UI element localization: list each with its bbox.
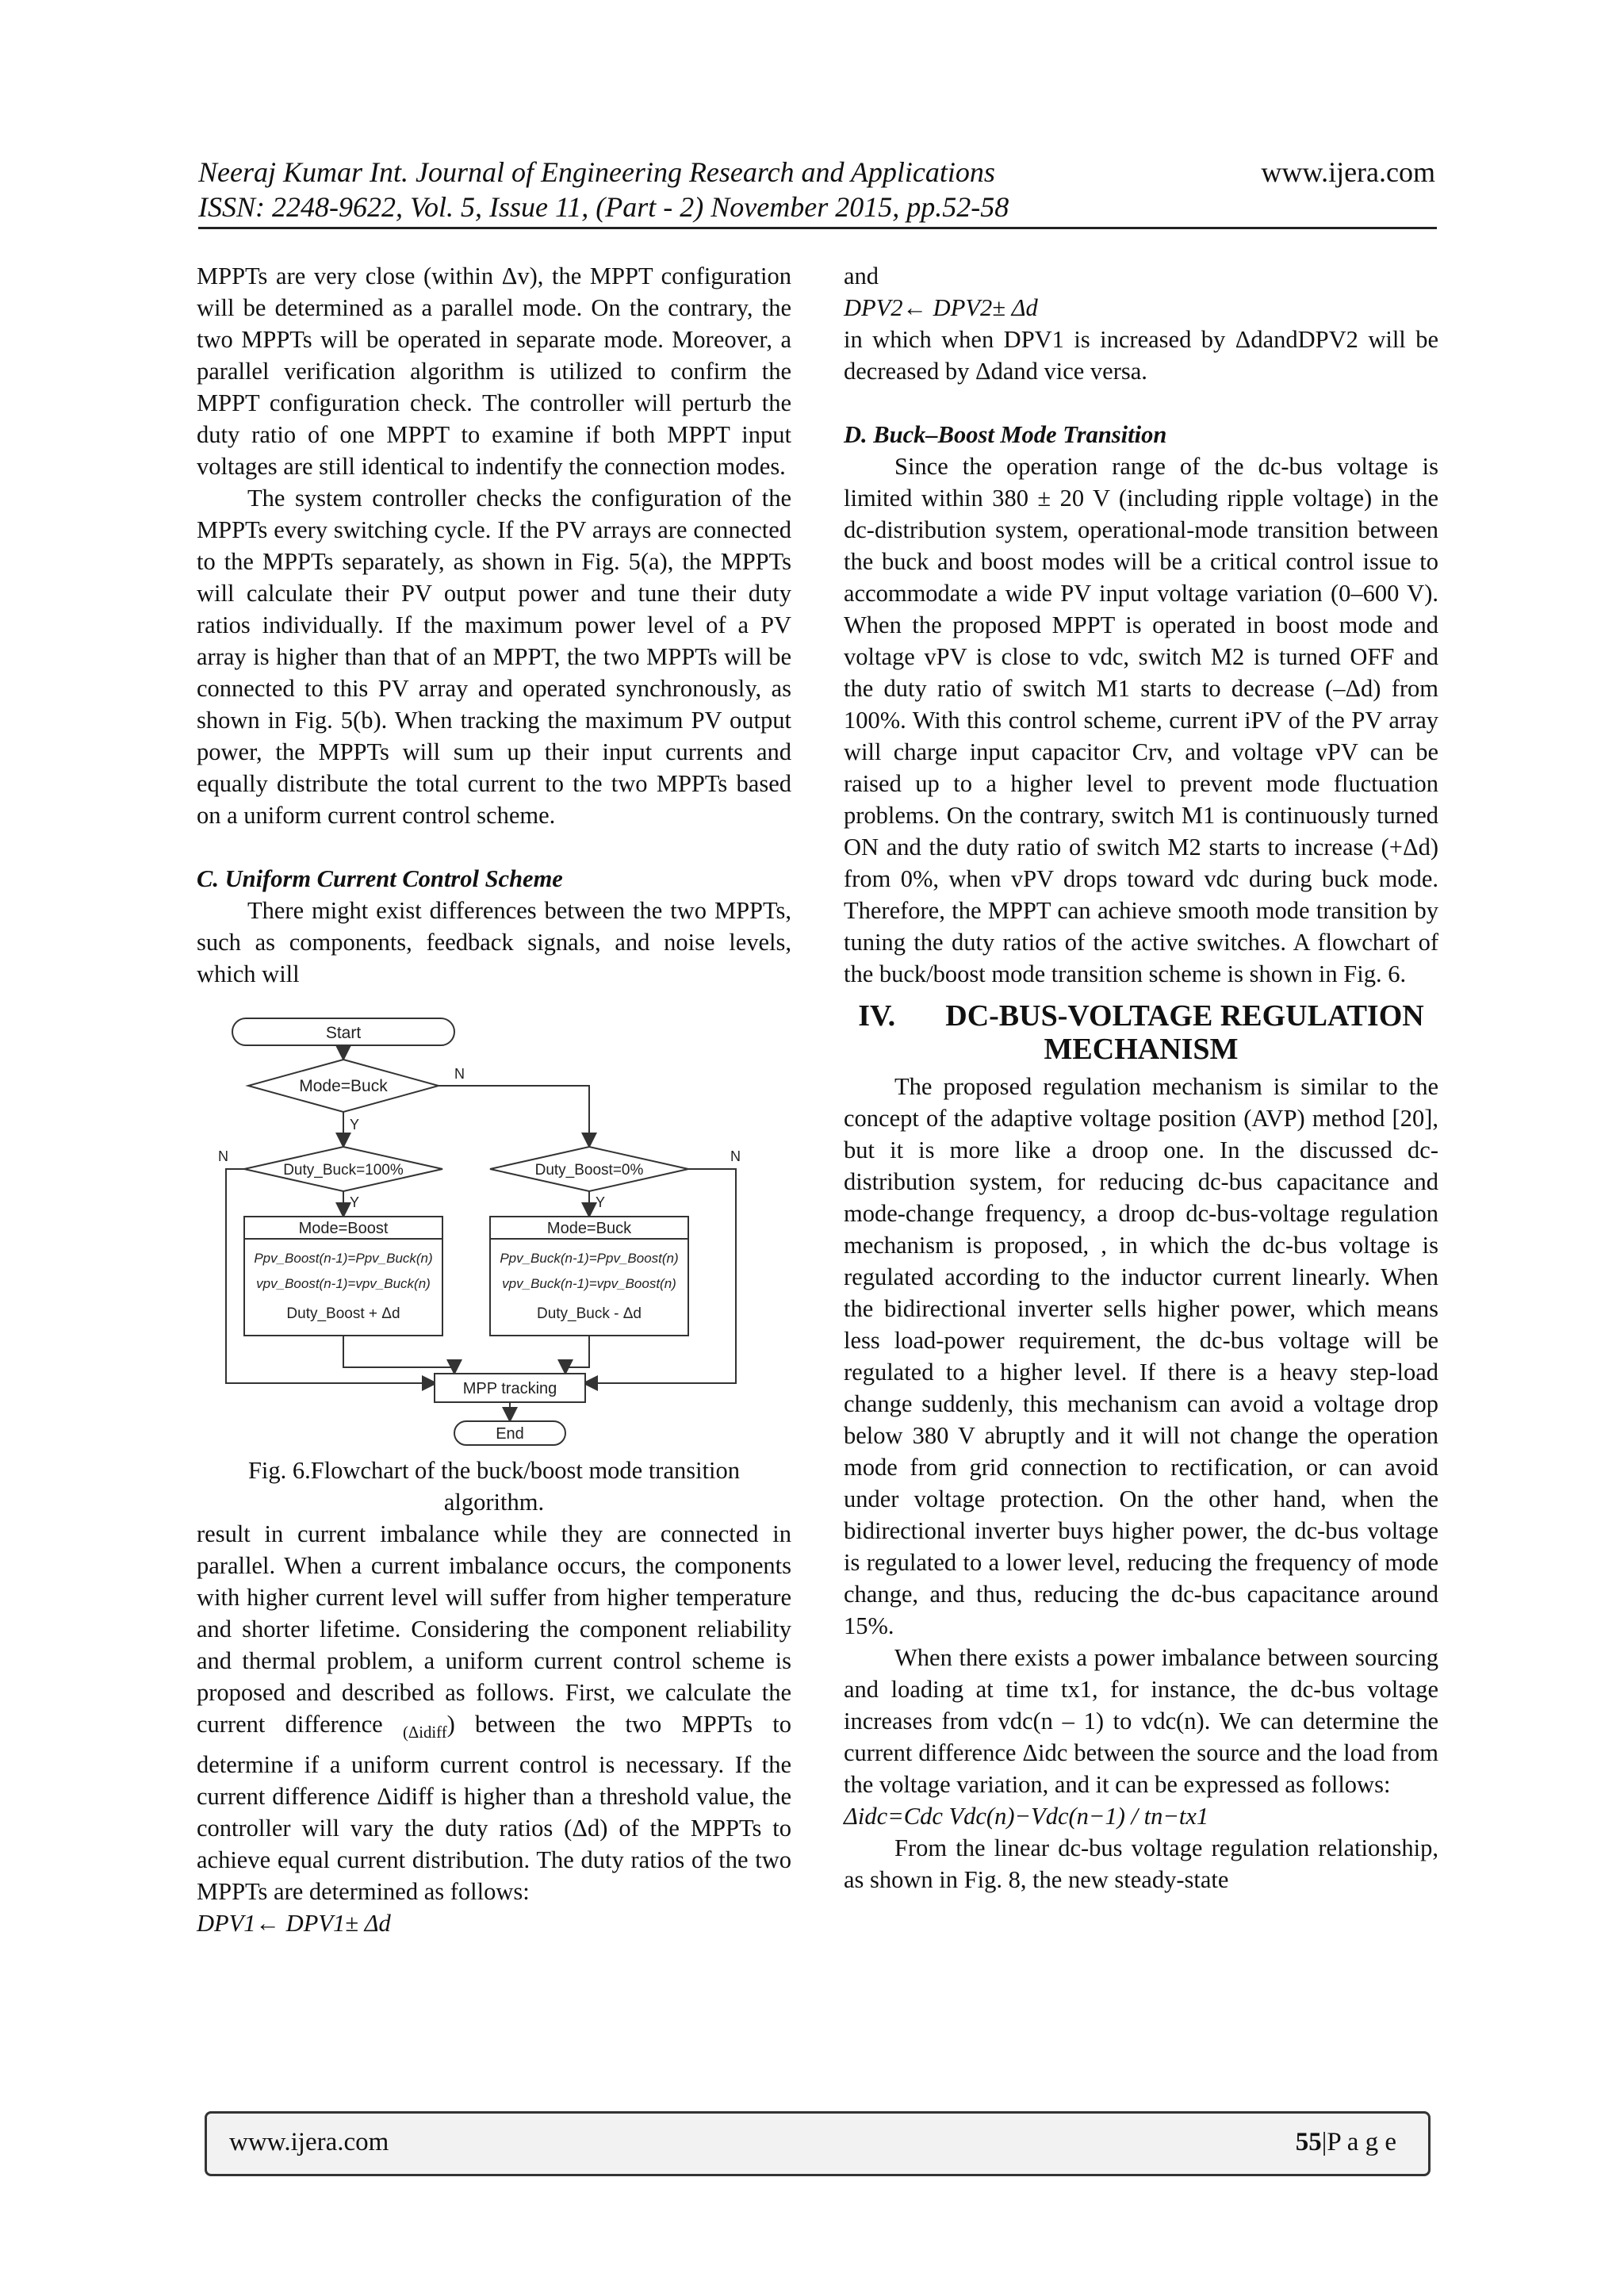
paragraph-mode-transition: Since the operation range of the dc-bus voltage is limited within 380 ± 20 V (including ripple voltage) in the dc-distribution system, operational-mode transition between the buck and boost modes will be a critical control issue to accommodate a wide PV input voltage variation (0–600 V). When the proposed MPPT is operated in boost mode and voltage vPV is close to vdc, switch M2 is turned OFF and the duty ratio of switch M1 starts to decrease (–Δd) from 100%. With this control scheme, current iPV of the PV array will charge input capacitor Crv, and voltage vPV can be raised up to a higher level to prevent mode fluctuation problems. On the contrary, switch M1 is continuously turned ON and the duty ratio of switch M2 starts to increase (+Δd) from 0%, when vPV drops toward vdc during buck mode. Therefore, the MPPT can achieve smooth mode transition by tuning the duty ratios of the active switches. A flowchart of the buck/boost mode transition scheme is shown in Fig. 6. <box>844 453 1438 987</box>
duty-boost-label: Duty_Boost=0% <box>534 1162 644 1179</box>
header-divider <box>198 227 1437 229</box>
equation-delta-idc: Δidc=Cdc Vdc(n)−Vdc(n−1) / tn−tx1 <box>844 1803 1209 1830</box>
heading-buck-boost: D. Buck–Boost Mode Transition <box>844 421 1167 448</box>
page-number: 55|P a g e <box>1295 2128 1396 2156</box>
issn-line: ISSN: 2248-9622, Vol. 5, Issue 11, (Part - 2) November 2015, pp.52-58 <box>198 191 1009 223</box>
paragraph-differences: There might exist differences between the two MPPTs, such as components, feedback signals, and noise levels, which will <box>197 897 791 987</box>
end-label: End <box>496 1425 524 1443</box>
paragraph-system-controller: The system controller checks the configuration of the MPPTs every switching cycle. If the PV arrays are connected to the MPPTs separately, as shown in Fig. 5(a), the MPPTs will calculate their PV output power and tune their duty ratios individually. If the maximum power level of a PV array is higher than that of an MPPT, the two MPPTs will be connected to this PV array and operated synchronously, as shown in Fig. 5(b). When tracking the maximum PV output power, the MPPTs will sum up their input currents and equally distribute the total current to the two MPPTs based on a uniform current control scheme. <box>197 485 791 829</box>
paragraph-linear-relationship: From the linear dc-bus voltage regulation relationship, as shown in Fig. 8, the new steady-state <box>844 1834 1438 1893</box>
footer-url[interactable]: www.ijera.com <box>229 2128 389 2156</box>
figure-caption: Fig. 6.Flowchart of the buck/boost mode transition algorithm. <box>247 1457 741 1516</box>
y-label-top: Y <box>350 1117 360 1133</box>
equation-dpv2: DPV2← DPV2± Δd <box>844 294 1038 321</box>
n-label-top: N <box>454 1066 465 1082</box>
paragraph-regulation-mechanism: The proposed regulation mechanism is similar to the concept of the adaptive voltage position (AVP) method [20], but it is more like a droop one. In the discussed dc-distribution system, for reducing dc-bus capacitance and mode-change frequency, a droop dc-bus-voltage regulation mechanism is proposed, , in which the dc-bus voltage is regulated according to the inductor current linearly. When the bidirectional inverter sells higher power, which means less load-power requirement, the dc-bus voltage will be regulated to a higher level. If there is a heavy step-load change suddenly, this mechanism can avoid a voltage drop below 380 V abruptly and it will not change the operation mode from grid connection to rectification, or can avoid under voltage protection. On the other hand, when the bidirectional inverter buys higher power, the dc-bus voltage is regulated to a lower level, reducing the frequency of mode change, and thus, reducing the dc-bus capacitance around 15%. <box>844 1073 1438 1639</box>
box-left-title: Mode=Boost <box>298 1220 389 1237</box>
page-footer <box>205 2111 1431 2176</box>
box-left-line3: Duty_Boost + Δd <box>286 1305 400 1322</box>
paragraph-mppt-config: MPPTs are very close (within Δv), the MPPT configuration will be determined as a parallel mode. On the contrary, the two MPPTs will be operated in separate mode. Moreover, a parallel verification algorithm is utilized to confirm the MPPT configuration check. The controller will perturb the duty ratio of one MPPT to examine if both MPPT input voltages are still identical to indentify the connection modes. <box>197 263 791 480</box>
box-right-line3: Duty_Buck - Δd <box>536 1305 642 1322</box>
section-heading-iv: IV. DC-BUS-VOLTAGE REGULATION MECHANISM <box>858 999 1424 1066</box>
box-right-line2: vpv_Buck(n-1)=vpv_Boost(n) <box>502 1276 676 1291</box>
paragraph-dpv-relation: in which when DPV1 is increased by ΔdandDPV2 will be decreased by Δdand vice versa. <box>844 326 1438 385</box>
journal-title: Neeraj Kumar Int. Journal of Engineering Research and Applications <box>198 156 995 188</box>
mpp-tracking-label: MPP tracking <box>462 1380 557 1397</box>
mode-buck-label: Mode=Buck <box>299 1077 388 1095</box>
y-label-left: Y <box>350 1194 360 1210</box>
box-right-title: Mode=Buck <box>546 1220 632 1237</box>
equation-dpv1: DPV1← DPV1± Δd <box>197 1910 391 1938</box>
n-label-right: N <box>730 1148 741 1164</box>
box-right-line1: Ppv_Buck(n-1)=Ppv_Boost(n) <box>500 1251 679 1266</box>
header-url[interactable]: www.ijera.com <box>1261 156 1435 188</box>
paragraph-current-imbalance: result in current imbalance while they are connected in parallel. When a current imbalance occurs, the components with higher current level will suffer from higher temperature and shorter lifetime. Considering the component reliability and thermal problem, a uniform current control scheme is proposed and described as follows. First, we calculate the current difference $_{(\Delta idiff}$) between the two MPPTs to determine if a uniform current control is necessary. If the current difference Δidiff is higher than a threshold value, the controller will vary the duty ratios (Δd) of the MPPTs to achieve equal current distribution. The duty ratios of the two MPPTs are determined as follows: <box>197 1520 792 1906</box>
box-left-line1: Ppv_Boost(n-1)=Ppv_Buck(n) <box>254 1251 433 1266</box>
start-label: Start <box>325 1024 362 1042</box>
delta-idiff-subscript: (Δidiff <box>403 1724 447 1742</box>
left-column <box>197 260 791 1939</box>
right-column <box>844 260 1438 1895</box>
heading-uniform-current: C. Uniform Current Control Scheme <box>197 865 563 892</box>
duty-buck-label: Duty_Buck=100% <box>283 1162 404 1179</box>
flowchart-figure <box>216 1010 772 1455</box>
and-word: and <box>844 263 879 289</box>
box-left-line2: vpv_Boost(n-1)=vpv_Buck(n) <box>256 1276 431 1291</box>
y-label-right: Y <box>596 1194 606 1210</box>
n-label-left: N <box>218 1148 228 1164</box>
paragraph-power-imbalance: When there exists a power imbalance between sourcing and loading at time tx1, for instance, the dc-bus voltage increases from vdc(n – 1) to vdc(n). We can determine the current difference Δidc between the source and the load from the voltage variation, and it can be expressed as follows: <box>844 1644 1438 1798</box>
